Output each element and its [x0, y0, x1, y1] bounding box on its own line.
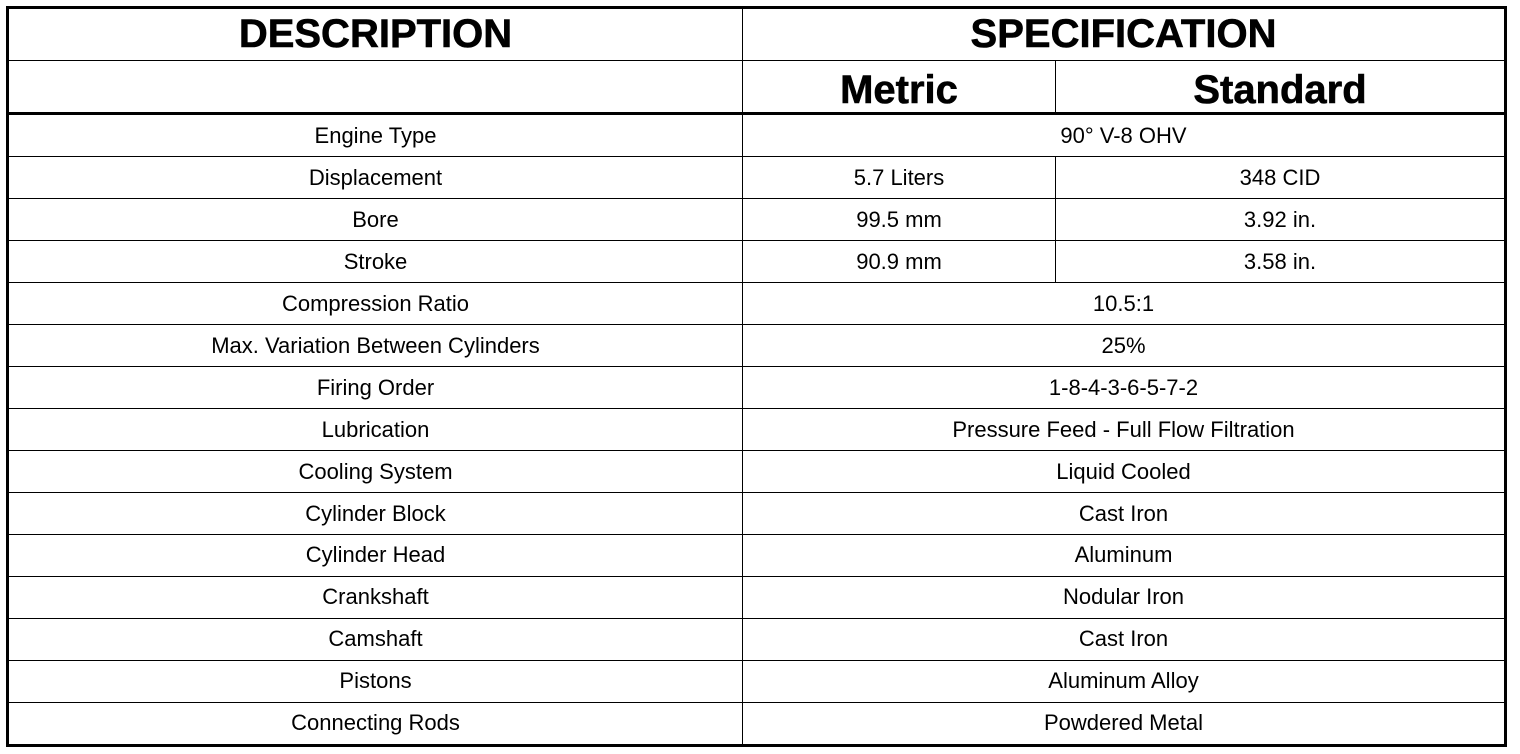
row-spec: Cast Iron — [743, 618, 1506, 660]
row-spec: 1-8-4-3-6-5-7-2 — [743, 367, 1506, 409]
row-spec: Aluminum — [743, 535, 1506, 577]
row-metric: 99.5 mm — [743, 199, 1056, 241]
row-spec: Nodular Iron — [743, 576, 1506, 618]
row-description: Lubrication — [8, 409, 743, 451]
engine-spec-table — [6, 6, 1507, 747]
table-row — [8, 114, 1506, 157]
row-description: Cooling System — [8, 451, 743, 493]
row-description: Cylinder Block — [8, 493, 743, 535]
table-row — [8, 535, 1506, 577]
row-description: Connecting Rods — [8, 702, 743, 745]
row-standard: 3.92 in. — [1056, 199, 1506, 241]
row-spec: 25% — [743, 325, 1506, 367]
row-description: Bore — [8, 199, 743, 241]
row-description: Firing Order — [8, 367, 743, 409]
row-spec: 90° V-8 OHV — [743, 114, 1506, 157]
standard-header: Standard — [1056, 61, 1506, 114]
row-description: Cylinder Head — [8, 535, 743, 577]
table-row — [8, 325, 1506, 367]
table-row — [8, 493, 1506, 535]
table-row — [8, 367, 1506, 409]
header-row-main — [8, 8, 1506, 61]
row-description: Engine Type — [8, 114, 743, 157]
table-row — [8, 660, 1506, 702]
metric-header: Metric — [743, 61, 1056, 114]
specification-header: SPECIFICATION — [743, 8, 1506, 61]
row-spec: 10.5:1 — [743, 283, 1506, 325]
row-spec: Aluminum Alloy — [743, 660, 1506, 702]
row-standard: 3.58 in. — [1056, 241, 1506, 283]
table-row — [8, 157, 1506, 199]
table-row — [8, 283, 1506, 325]
row-spec: Pressure Feed - Full Flow Filtration — [743, 409, 1506, 451]
row-spec: Cast Iron — [743, 493, 1506, 535]
row-spec: Liquid Cooled — [743, 451, 1506, 493]
description-header: DESCRIPTION — [8, 8, 743, 61]
description-header-blank — [8, 61, 743, 114]
row-description: Camshaft — [8, 618, 743, 660]
row-metric: 5.7 Liters — [743, 157, 1056, 199]
table-row — [8, 241, 1506, 283]
row-description: Stroke — [8, 241, 743, 283]
row-standard: 348 CID — [1056, 157, 1506, 199]
row-description: Compression Ratio — [8, 283, 743, 325]
row-description: Max. Variation Between Cylinders — [8, 325, 743, 367]
table-row — [8, 702, 1506, 745]
table-row — [8, 618, 1506, 660]
header-row-sub — [8, 61, 1506, 114]
table-row — [8, 451, 1506, 493]
row-metric: 90.9 mm — [743, 241, 1056, 283]
row-description: Pistons — [8, 660, 743, 702]
row-description: Displacement — [8, 157, 743, 199]
row-spec: Powdered Metal — [743, 702, 1506, 745]
table-row — [8, 199, 1506, 241]
row-description: Crankshaft — [8, 576, 743, 618]
table-row — [8, 576, 1506, 618]
table-row — [8, 409, 1506, 451]
